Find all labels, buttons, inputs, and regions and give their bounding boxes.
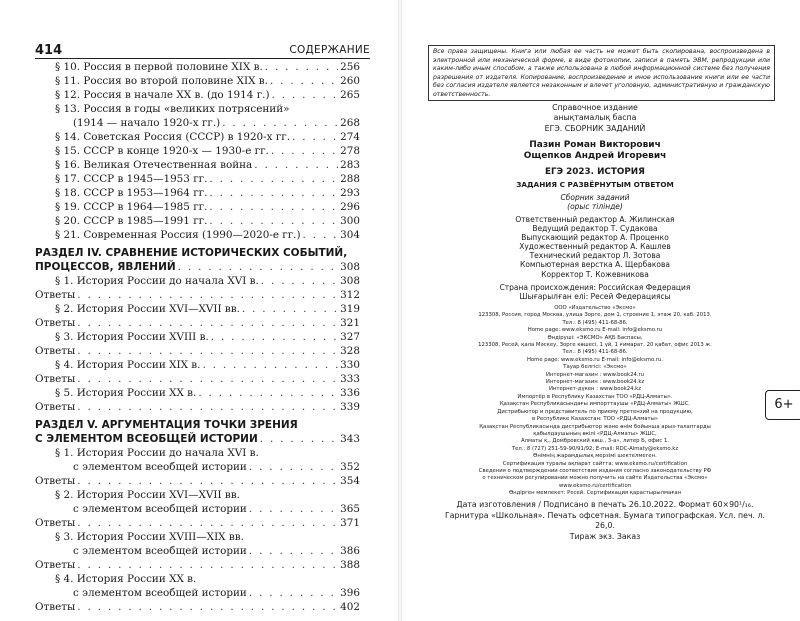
publisher-line: Тел.: 8 (495) 411-68-86. bbox=[562, 319, 628, 326]
dot-leader bbox=[77, 316, 338, 330]
dot-leader bbox=[249, 586, 338, 600]
toc-entry bbox=[35, 586, 360, 600]
toc-entry bbox=[35, 116, 360, 130]
toc-entry-page: 354 bbox=[340, 475, 360, 487]
toc-entry-title: § 17. СССР в 1945—1953 гг. bbox=[55, 173, 208, 185]
edition-type-kz: анықтамалық баспа bbox=[553, 113, 637, 122]
toc-entry bbox=[35, 172, 360, 186]
toc-entry bbox=[35, 502, 360, 516]
toc-entry-title: с элементом всеобщей истории bbox=[73, 587, 247, 599]
credit-line: Выпускающий редактор А. Проценко bbox=[521, 233, 669, 243]
credit-line: Ведущий редактор Т. Судакова bbox=[532, 224, 658, 234]
dot-leader bbox=[271, 144, 338, 158]
toc-entry-page: 274 bbox=[340, 131, 360, 143]
toc-entry-title: Ответы bbox=[35, 345, 76, 357]
toc-entry-title: Ответы bbox=[35, 559, 76, 571]
toc-entry-title: Ответы bbox=[35, 601, 76, 613]
toc-entry-title: § 4. История России XX в. bbox=[55, 573, 197, 585]
toc-entry-page: 312 bbox=[340, 289, 360, 301]
toc-entry-page: 308 bbox=[340, 275, 360, 287]
toc-entry-title: § 18. СССР в 1953—1964 гг. bbox=[55, 187, 208, 199]
toc-entry bbox=[35, 60, 360, 74]
edition-type: Справочное издание bbox=[552, 103, 638, 112]
toc-entry-page: 268 bbox=[340, 117, 360, 129]
toc-entry bbox=[35, 600, 360, 614]
toc-entry-title: § 16. Великая Отечественная война bbox=[55, 159, 253, 171]
toc-entry bbox=[35, 474, 360, 488]
toc-entry bbox=[35, 372, 360, 386]
publisher-line: Импортёр в Республику Казахстан ТОО «РДЦ-Алматы». bbox=[517, 393, 673, 400]
publisher-line: 123308, Россия, город Москва, улица Зорге, дом 1, строение 1, этаж 20, каб. 2013. bbox=[478, 312, 712, 319]
toc-entry bbox=[35, 418, 360, 432]
copyright-box bbox=[428, 45, 775, 101]
toc-entry bbox=[35, 130, 360, 144]
toc-entry-title: § 4. История России XIX в. bbox=[55, 359, 201, 371]
dot-leader bbox=[77, 400, 338, 414]
publisher-line: Тел.: 8 (727) 251-59-90/91/92; E-mail: RDC-Almaty@eksmo.kz bbox=[511, 445, 679, 452]
toc-entry-page: 319 bbox=[340, 303, 360, 315]
publisher-line: о техническом регулировании можно получить на сайте Издательства «Эксмо» bbox=[482, 475, 708, 482]
toc-entry bbox=[35, 302, 360, 316]
book-title: ЕГЭ 2023. ИСТОРИЯ bbox=[545, 167, 645, 177]
toc-entry bbox=[35, 88, 360, 102]
publisher-line: Өнімнің жарамдылық мерзімі шектелмеген. bbox=[533, 453, 657, 460]
print-info-line: Дата изготовления / Подписано в печать 26.10.2022. Формат 60×90¹/₁₆. bbox=[456, 500, 754, 509]
toc-entry-title: (1914 — начало 1920-х гг.) bbox=[73, 117, 221, 129]
toc-entry-title: § 12. Россия в начале XX в. (до 1914 г.) bbox=[55, 89, 270, 101]
toc-entry-title: § 20. СССР в 1985—1991 гг. bbox=[55, 215, 208, 227]
toc-entry bbox=[35, 446, 360, 460]
dot-leader bbox=[265, 60, 338, 74]
toc-entry bbox=[35, 516, 360, 530]
toc-entry bbox=[35, 386, 360, 400]
publisher-line: Home page: www.eksmo.ru E-mail: info@eksmo.ru. bbox=[526, 356, 664, 363]
toc-entry-title: Ответы bbox=[35, 289, 76, 301]
toc-entry bbox=[35, 260, 360, 274]
publisher-line: Алматы қ., Домбровский көш., 3-а», литер Б, офис 1. bbox=[520, 438, 670, 445]
dot-leader bbox=[77, 516, 338, 530]
toc-entry-title: с элементом всеобщей истории bbox=[73, 503, 247, 515]
toc-entry-title: § 11. Россия во второй половине XIX в. bbox=[55, 75, 268, 87]
toc-entry-title: § 3. История России XVIII—XIX вв. bbox=[55, 531, 244, 543]
credit-line: Технический редактор Л. Зотова bbox=[529, 251, 661, 261]
toc-entry bbox=[35, 246, 360, 260]
toc-entry-page: 365 bbox=[340, 503, 360, 515]
toc-entry-page: 336 bbox=[340, 387, 360, 399]
print-info-line: Гарнитура «Школьная». Печать офсетная. Бумага типографская. Усл. печ. л. 26,0. bbox=[445, 510, 765, 530]
toc-entry-title: С ЭЛЕМЕНТОМ ВСЕОБЩЕЙ ИСТОРИИ bbox=[35, 433, 258, 445]
toc-entry-page: 288 bbox=[340, 173, 360, 185]
toc-entry bbox=[35, 530, 360, 544]
toc-entry bbox=[35, 214, 360, 228]
dot-leader bbox=[249, 502, 338, 516]
running-header: СОДЕРЖАНИЕ bbox=[289, 44, 370, 56]
toc-entry-page: 330 bbox=[340, 359, 360, 371]
toc-entry-title: Ответы bbox=[35, 517, 76, 529]
toc-entry bbox=[35, 432, 360, 446]
publisher-line: в Республике Казахстан: ТОО «РДЦ-Алматы» bbox=[532, 416, 658, 423]
toc-entry bbox=[35, 316, 360, 330]
toc-entry-title: § 3. История России XVIII в. bbox=[55, 331, 209, 343]
toc-entry-page: 339 bbox=[340, 401, 360, 413]
toc-entry-page: 260 bbox=[340, 75, 360, 87]
toc-entry-title: Ответы bbox=[35, 373, 76, 385]
dot-leader bbox=[303, 228, 339, 242]
toc-entry-title: Ответы bbox=[35, 317, 76, 329]
dot-leader bbox=[77, 474, 338, 488]
print-info-line: Тираж экз. Заказ bbox=[569, 531, 641, 541]
dot-leader bbox=[242, 302, 338, 316]
series-title: ЕГЭ. СБОРНИК ЗАДАНИЙ bbox=[544, 124, 646, 133]
toc-entry-title: ПРОЦЕССОВ, ЯВЛЕНИЙ bbox=[35, 261, 176, 273]
dot-leader bbox=[209, 186, 338, 200]
toc-entry-page: 283 bbox=[340, 159, 360, 171]
toc-entry-page: 371 bbox=[340, 517, 360, 529]
dot-leader bbox=[77, 344, 338, 358]
publisher-line: Интернет-дүкен : www.book24.kz bbox=[548, 386, 642, 393]
dot-leader bbox=[260, 432, 338, 446]
toc-entry-page: 388 bbox=[340, 559, 360, 571]
print-info-block bbox=[445, 500, 765, 542]
toc-entry bbox=[35, 200, 360, 214]
toc-entry-title: Ответы bbox=[35, 475, 76, 487]
toc-entry-title: с элементом всеобщей истории bbox=[73, 545, 247, 557]
dot-leader bbox=[292, 130, 338, 144]
toc-entry-title: Ответы bbox=[35, 401, 76, 413]
dot-leader bbox=[178, 260, 339, 274]
toc-entry-page: 278 bbox=[340, 145, 360, 157]
publisher-line: Интернет-магазин : www.book24.ru bbox=[545, 371, 645, 378]
toc-entry-page: 402 bbox=[340, 601, 360, 613]
toc-entry-title: § 10. Россия в первой половине XIX в. bbox=[55, 61, 263, 73]
dot-leader bbox=[270, 74, 338, 88]
publisher-line: Тел.: 8 (495) 411-68-86. bbox=[562, 349, 628, 356]
publisher-block bbox=[460, 305, 730, 498]
toc-entry-title: § 19. СССР в 1964—1985 гг. bbox=[55, 201, 208, 213]
publisher-line: Өндірген мемлекет: Ресей. Сертификация қарастырылмаған bbox=[508, 490, 682, 497]
dot-leader bbox=[211, 330, 338, 344]
toc-entry-page: 343 bbox=[340, 433, 360, 445]
publisher-line: ООО «Издательство «Эксмо» bbox=[554, 305, 636, 311]
page-number: 414 bbox=[35, 43, 63, 58]
dot-leader bbox=[222, 116, 338, 130]
author-2: Ощепков Андрей Игоревич bbox=[523, 151, 667, 161]
toc-entry bbox=[35, 572, 360, 586]
toc-entry bbox=[35, 400, 360, 414]
author-1: Пазин Роман Викторович bbox=[529, 140, 661, 150]
toc-entry bbox=[35, 102, 360, 116]
dot-leader bbox=[198, 386, 338, 400]
dot-leader bbox=[249, 544, 338, 558]
toc-entry-title: § 2. История России XVI—XVII вв. bbox=[55, 303, 240, 315]
publisher-line: Сведения о подтверждении соответствия издания согласно законодательству РФ bbox=[478, 467, 712, 474]
header-rule bbox=[35, 58, 370, 59]
dot-leader bbox=[202, 358, 338, 372]
dot-leader bbox=[209, 172, 338, 186]
toc-entry bbox=[35, 558, 360, 572]
publisher-line: Интернет-магазин : www.book24.kz bbox=[545, 379, 645, 386]
genre: Сборник заданий bbox=[560, 193, 630, 202]
publisher-line: Сертификация туралы ақпарат сайтта: www.eksmo.ru/certification bbox=[502, 460, 688, 467]
toc-entry-title: РАЗДЕЛ IV. СРАВНЕНИЕ ИСТОРИЧЕСКИХ СОБЫТИЙ, bbox=[35, 247, 348, 259]
genre-kz: (орыс тілінде) bbox=[567, 202, 623, 211]
toc-entry bbox=[35, 74, 360, 88]
toc-entry-page: 333 bbox=[340, 373, 360, 385]
credit-line: Художественный редактор А. Кашлев bbox=[519, 242, 671, 252]
toc-entry bbox=[35, 544, 360, 558]
credit-line: Компьютерная верстка А. Щербакова bbox=[520, 260, 670, 270]
dot-leader bbox=[272, 88, 339, 102]
credits-block bbox=[460, 215, 730, 279]
dot-leader bbox=[209, 200, 338, 214]
table-of-contents bbox=[35, 60, 360, 614]
toc-entry bbox=[35, 488, 360, 502]
dot-leader bbox=[209, 214, 338, 228]
toc-entry-title: РАЗДЕЛ V. АРГУМЕНТАЦИЯ ТОЧКИ ЗРЕНИЯ bbox=[35, 419, 298, 431]
toc-entry-page: 328 bbox=[340, 345, 360, 357]
publisher-line: Home page: www.eksmo.ru E-mail: info@eksmo.ru bbox=[527, 327, 663, 334]
toc-entry bbox=[35, 158, 360, 172]
toc-entry bbox=[35, 288, 360, 302]
toc-entry-title: § 5. История России XX в. bbox=[55, 387, 197, 399]
toc-entry-title: § 1. История России до начала XVI в. bbox=[55, 275, 259, 287]
publisher-line: www.eksmo.ru/certification bbox=[558, 482, 632, 489]
origin-line: Страна происхождения: Российская Федерация bbox=[499, 283, 691, 292]
publisher-line: Қазақстан Республикасында дистрибьютор және өнім бойынша арыз-талаптарды bbox=[479, 423, 711, 430]
toc-entry-page: 300 bbox=[340, 215, 360, 227]
toc-entry-page: 327 bbox=[340, 331, 360, 343]
dot-leader bbox=[77, 600, 338, 614]
toc-entry-title: § 1. История России до начала XVI в. bbox=[55, 447, 259, 459]
toc-entry-title: § 14. Советская Россия (СССР) в 1920-х гг. bbox=[55, 131, 291, 143]
toc-entry-page: 352 bbox=[340, 461, 360, 473]
publisher-line: Қазақстан Республикасындағы импорттаушы «РДЦ-Алматы» ЖШС. bbox=[499, 401, 691, 408]
right-page bbox=[400, 0, 800, 621]
dot-leader bbox=[77, 558, 338, 572]
toc-entry-page: 265 bbox=[340, 89, 360, 101]
toc-entry bbox=[35, 460, 360, 474]
toc-entry-title: § 15. СССР в конце 1920-х — 1930-е гг. bbox=[55, 145, 269, 157]
origin-line: Шығарылған елі: Ресей Федерациясы bbox=[519, 292, 671, 301]
toc-entry-title: § 2. История России XVI—XVII вв. bbox=[55, 489, 240, 501]
age-rating-badge: 6+ bbox=[765, 390, 800, 420]
toc-entry bbox=[35, 358, 360, 372]
toc-entry-title: § 13. Россия в годы «великих потрясений» bbox=[55, 103, 290, 115]
toc-entry bbox=[35, 274, 360, 288]
book-subtitle: ЗАДАНИЯ С РАЗВЁРНУТЫМ ОТВЕТОМ bbox=[516, 180, 674, 189]
toc-entry-page: 396 bbox=[340, 587, 360, 599]
toc-entry-page: 304 bbox=[340, 229, 360, 241]
toc-entry-title: с элементом всеобщей истории bbox=[73, 461, 247, 473]
toc-entry-title: § 21. Современная Россия (1990—2020-е гг.) bbox=[55, 229, 301, 241]
dot-leader bbox=[77, 372, 338, 386]
toc-entry-page: 308 bbox=[340, 261, 360, 273]
toc-entry bbox=[35, 344, 360, 358]
publisher-line: Өндіруші: «ЭКСМО» АҚБ Баспасы, bbox=[547, 334, 643, 341]
credit-line: Ответственный редактор А. Жилинская bbox=[515, 215, 675, 224]
dot-leader bbox=[77, 288, 338, 302]
publisher-line: Тауар белгісі: «Эксмо» bbox=[563, 364, 627, 371]
publisher-line: қабылдаушының өкілі «РДЦ-Алматы» ЖШС, bbox=[533, 430, 657, 437]
toc-entry-page: 386 bbox=[340, 545, 360, 557]
toc-entry-page: 256 bbox=[340, 61, 360, 73]
toc-entry-page: 293 bbox=[340, 187, 360, 199]
dot-leader bbox=[261, 274, 338, 288]
toc-entry-page: 321 bbox=[340, 317, 360, 329]
toc-entry bbox=[35, 228, 360, 242]
publisher-line: Дистрибьютор и представитель по приему претензий на продукцию, bbox=[497, 408, 693, 415]
toc-entry-page: 296 bbox=[340, 201, 360, 213]
dot-leader bbox=[254, 158, 338, 172]
dot-leader bbox=[249, 460, 338, 474]
publisher-line: 123308, Ресей, қала Мәскеу, Зорге көшесі, 1 үй, 1 ғимарат, 20 қабат, офис 2013 ж. bbox=[478, 342, 712, 349]
toc-entry bbox=[35, 330, 360, 344]
credit-line: Корректор Т. Кожевникова bbox=[541, 269, 649, 279]
toc-entry bbox=[35, 186, 360, 200]
toc-entry bbox=[35, 144, 360, 158]
copyright-notice: Все права защищены. Книга или любая ее часть не может быть скопирована, воспроизведена в электронной или механической форме, в виде фотокопии, записи в память ЭВМ, репродукции или каким-либо иным способом, а также использована в любой информационной системе без получения разрешения от издателя. Копирование, воспроизведение и иное использование книги или ее части без согласия издателя является незаконным и влечет уголовную, административную и гражданскую ответственность. bbox=[433, 48, 770, 98]
origin-block bbox=[460, 283, 730, 301]
